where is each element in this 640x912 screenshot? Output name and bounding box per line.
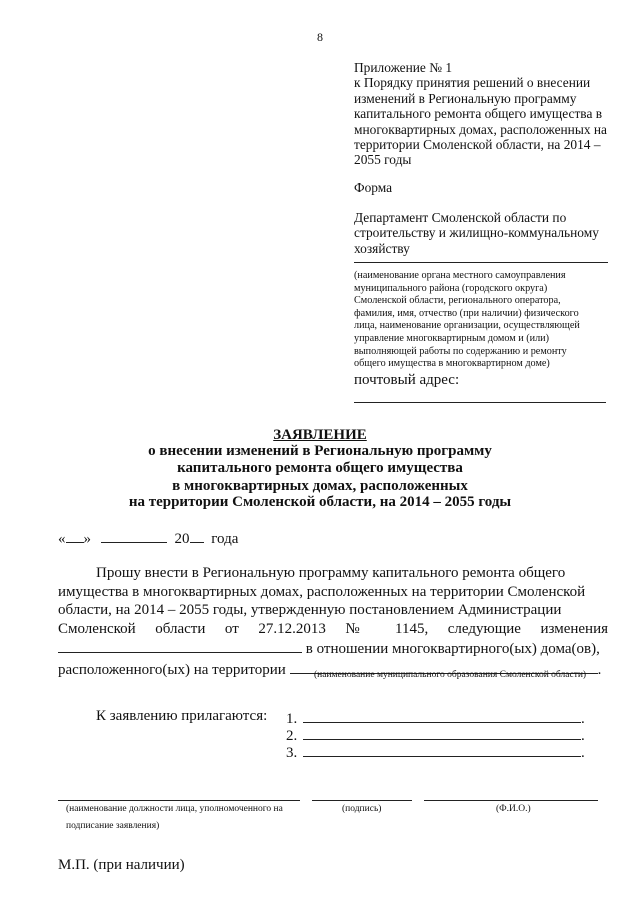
appendix-header <box>354 60 610 168</box>
request-paragraph <box>58 564 608 680</box>
signature-line[interactable] <box>312 800 412 801</box>
paragraph-line <box>58 638 608 659</box>
org-note-line: лица, наименование организации, осуществляющей <box>354 320 580 332</box>
appendix-line: территории Смоленской области, на 2014 – <box>354 137 601 153</box>
paragraph-text: в отношении многоквартирного(ых) дома(ов), <box>305 641 600 658</box>
org-note-line: фамилия, имя, отчество (при наличии) физического <box>354 307 579 319</box>
full-name-line[interactable] <box>424 800 598 801</box>
appendix-line: многоквартирных домах, расположенных на <box>354 121 608 137</box>
full-name-caption: (Ф.И.О.) <box>496 804 531 814</box>
document-title: ЗАЯВЛЕНИЕ <box>273 427 367 443</box>
department-line: Департамент Смоленской области по <box>354 210 567 225</box>
org-note-line: общего имущества в многоквартирном доме) <box>354 358 550 370</box>
attachment-field[interactable] <box>303 708 581 723</box>
attachment-item: 1. . <box>286 708 585 728</box>
title-line: на территории Смоленской области, на 2014 – 2055 годы <box>128 494 512 510</box>
postal-address-line[interactable] <box>354 402 606 403</box>
date-close-quote: » <box>83 531 91 547</box>
title-line: о внесении изменений в Региональную программу <box>148 443 492 459</box>
department-line: хозяйству <box>354 240 410 256</box>
page-number: 8 <box>317 30 323 44</box>
attachment-number: 3. <box>286 745 298 761</box>
paragraph-line: области, на 2014 – 2055 годы, утвержденную постановлением Администрации <box>58 602 562 619</box>
appendix-line: капитального ремонта общего имущества в <box>354 106 603 122</box>
appendix-line: Приложение № 1 <box>354 60 453 75</box>
postal-address-label: почтовый адрес: <box>354 372 460 388</box>
year-prefix: 20 <box>174 531 190 547</box>
org-note-line: Смоленской области, регионального оператора, <box>354 295 561 307</box>
department-line: строительству и жилищно-коммунальному <box>354 225 599 241</box>
recipient-fill-line[interactable] <box>354 262 608 263</box>
date-row <box>58 528 238 548</box>
attachment-field[interactable] <box>303 725 581 740</box>
org-note-line: муниципального района (городского округа) <box>354 282 548 294</box>
year-suffix: года <box>211 531 239 547</box>
paragraph-line: Прошу внести в Региональную программу капитального ремонта общего <box>96 565 566 581</box>
changes-field[interactable] <box>58 638 302 653</box>
title-line: в многоквартирных домах, расположенных <box>172 478 468 494</box>
day-field[interactable] <box>66 528 84 543</box>
stamp-label: М.П. (при наличии) <box>58 857 185 873</box>
org-note-line: управление многоквартирным домом и (или) <box>354 332 550 344</box>
paragraph-line: Смоленской области от 27.12.2013 № 1145, следующие изменения <box>58 620 608 637</box>
signature-caption: (подпись) <box>342 804 382 814</box>
attachment-item: 2. . <box>286 725 585 745</box>
org-note-line: выполняющей работы по содержанию и ремонту <box>354 345 567 357</box>
month-field[interactable] <box>101 528 167 543</box>
position-line[interactable] <box>58 800 300 801</box>
appendix-line: изменений в Региональную программу <box>354 90 577 106</box>
position-caption: (наименование должности лица, уполномоченного на <box>66 804 283 814</box>
attachment-item: 3. . <box>286 742 585 762</box>
year-field[interactable] <box>190 528 204 543</box>
paragraph-line: имущества в многоквартирных домах, расположенных на территории Смоленской <box>58 583 586 600</box>
org-note-line: (наименование органа местного самоуправления <box>354 270 566 281</box>
attachments-label: К заявлению прилагаются: <box>96 708 268 724</box>
appendix-line: к Порядку принятия решений о внесении <box>354 75 591 91</box>
form-label: Форма <box>354 180 393 195</box>
date-open-quote: « <box>58 531 66 547</box>
attachment-field[interactable] <box>303 742 581 757</box>
position-caption: подписание заявления) <box>66 821 160 831</box>
municipality-caption: (наименование муниципального образования Смоленской области) <box>314 670 587 680</box>
paragraph-line: расположенного(ых) на территории . <box>58 659 608 680</box>
attachment-number: 2. <box>286 728 298 744</box>
paragraph-text: расположенного(ых) на территории <box>58 661 286 678</box>
org-note <box>354 270 610 371</box>
attachment-number: 1. <box>286 711 298 727</box>
appendix-line: 2055 годы <box>354 152 412 168</box>
department-block <box>354 210 610 256</box>
title-line: капитального ремонта общего имущества <box>177 460 463 476</box>
